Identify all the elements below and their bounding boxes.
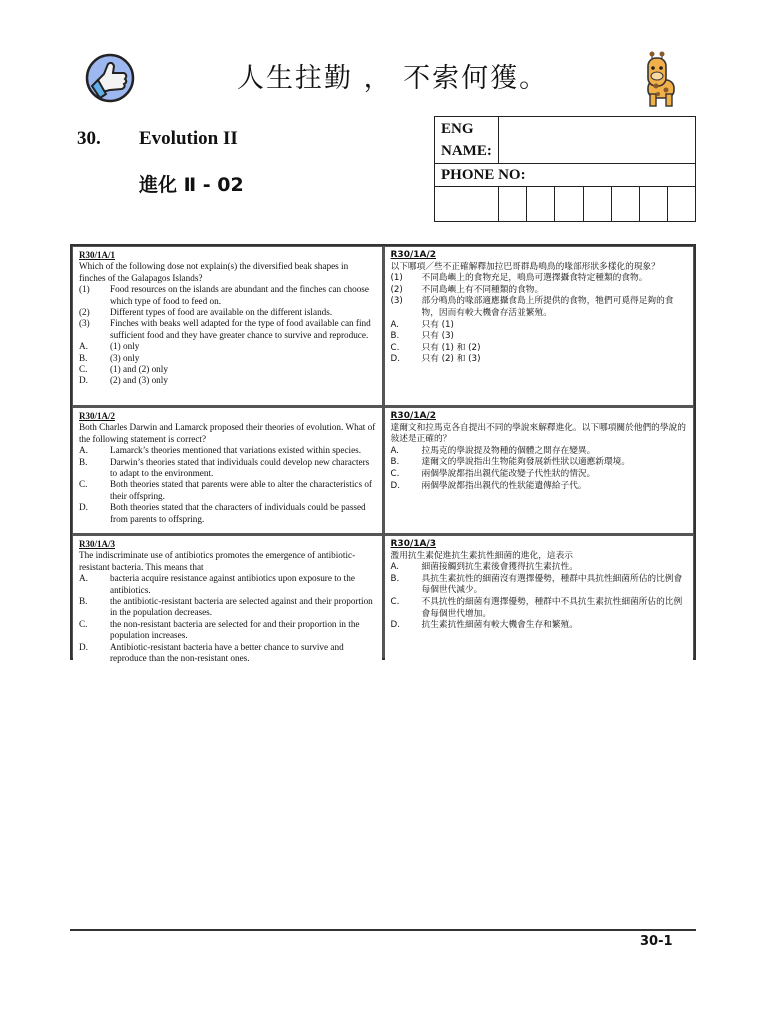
eng-name-field[interactable] [499,117,696,164]
answer-option [391,574,689,597]
question-cell-en [73,408,382,533]
answer-option [391,620,689,632]
answer-option [79,457,377,480]
option-text: bacteria acquire resistance against antibiotics upon exposure to the antibiotics. [110,573,355,595]
option-key: D. [79,502,88,513]
giraffe-icon [638,50,686,108]
answer-option [79,573,377,596]
option-key: (1) [79,284,90,295]
question-stem: 以下哪項／些不正確解釋加拉巴哥群島鳴鳥的喙部形狀多樣化的現象？ [390,261,660,272]
answer-option [391,285,689,297]
answer-option [79,284,377,307]
option-text: Darwin’s theories stated that individuals could develop new characters to adapt to the environment. [110,456,370,479]
answer-option [391,273,689,285]
option-key: B. [79,596,88,607]
option-text: 細菌接觸到抗生素後會獲得抗生素抗性。 [421,562,578,573]
question-id: R30/1A/3 [79,539,115,549]
option-key: C. [390,468,400,479]
answer-option [391,331,689,343]
phone-digit-box[interactable] [555,187,583,222]
question-stem: Which of the following dose not explain(s) the diversified beak shapes in finches of the Galapagos Islands? [79,261,349,283]
phone-label: PHONE NO: [435,164,696,187]
option-text: the non-resistant bacteria are selected for and their proportion in the population increases. [110,618,360,641]
option-key: C. [79,479,88,490]
option-text: 抗生素抗性細菌有較大機會生存和繁殖。 [421,620,578,631]
option-text: 不同島嶼上的食物充足，鳴鳥可選擇攝食特定種類的食物。 [421,273,648,284]
option-text: 達爾文的學說指出生物能夠發展新性狀以適應新環境。 [421,457,630,468]
option-text: Food resources on the islands are abundant and the finches can choose which type of food to feed on. [110,284,369,306]
question-stem: 達爾文和拉馬克各自提出不同的學說來解釋進化。以下哪項關於他們的學說的敍述是正確的？ [390,422,686,445]
answer-option [79,364,377,375]
option-text: Lamarck’s theories mentioned that variations existed within species. [110,445,362,456]
phone-digit-box[interactable] [583,187,611,222]
option-key: (1) [390,273,403,284]
answer-option [79,596,377,619]
option-text: 具抗生素抗性的細菌沒有選擇優勢，種群中具抗性細菌所佔的比例會每個世代減少。 [421,573,683,596]
phone-digit-box[interactable] [499,187,527,222]
option-text: 不具抗性的細菌有選擇優勢，種群中不具抗生素抗性細菌所佔的比例會每個世代增加。 [421,596,683,619]
option-text: Both theories stated that the characters of individuals could be passed from parents to offspring. [110,502,366,524]
option-text: 只有 (1) 和 (2) [421,342,481,353]
phone-digit-box[interactable] [435,187,499,222]
question-cell-zh [385,247,694,405]
option-key: (3) [79,318,90,329]
answer-option [391,296,689,319]
option-text: the antibiotic-resistant bacteria are selected against and their proportion in the population decreases. [110,596,373,618]
answer-option [79,353,377,364]
option-text: Antibiotic-resistant bacteria have a better chance to survive and reproduce than the non-resistant ones. [110,641,344,664]
option-text: 拉馬克的學說提及物種的個體之間存在變異。 [421,445,596,456]
question-stem: 濫用抗生素促進抗生素抗性細菌的進化，這表示 [390,550,573,561]
answer-option [79,445,377,456]
answer-option [79,502,377,525]
answer-option [391,457,689,469]
page-number: 30-1 [640,934,673,949]
phone-digit-box[interactable] [639,187,667,222]
option-text: 部分鳴鳥的喙部適應攝食島上所提供的食物，牠們可覓得足夠的食物，因而有較大機會存活並繁殖。 [421,296,674,318]
answer-option [79,619,377,642]
question-grid [70,244,696,664]
option-key: B. [79,456,88,467]
phone-digit-box[interactable] [527,187,555,222]
option-key: A. [79,341,88,352]
eng-name-label: ENG NAME: [435,117,499,164]
option-key: C. [79,618,88,629]
question-cell-zh [385,536,694,664]
phone-digit-box[interactable] [611,187,639,222]
answer-option [391,446,689,458]
option-text: 只有 (3) [421,331,454,342]
question-cell-zh [385,408,694,533]
option-text: 兩個學說都指出親代的性狀能遺傳給子代。 [421,480,587,491]
answer-option [79,375,377,386]
question-id: R30/1A/2 [390,411,437,421]
question-id: R30/1A/3 [390,539,437,549]
question-id: R30/1A/2 [79,411,115,421]
option-key: (2) [390,284,403,295]
option-text: 不同島嶼上有不同種類的食物。 [421,284,544,295]
option-key: A. [79,573,88,584]
option-key: A. [79,445,88,456]
answer-option [79,642,377,665]
option-key: A. [390,319,400,330]
option-text: Both theories stated that parents were able to alter the characteristics of their offspring. [110,479,372,501]
option-key: A. [390,445,400,456]
option-key: A. [390,562,400,573]
answer-option [79,307,377,318]
option-key: D. [390,620,400,631]
answer-option [391,562,689,574]
answer-option [391,354,689,366]
motto-heading: 人生拄勤 ， 不索何獲。 [237,63,549,94]
answer-option [79,318,377,341]
chapter-number: 30. [77,128,101,149]
option-text: (3) only [110,352,140,363]
option-key: B. [390,573,400,584]
option-key: D. [79,641,88,652]
question-id: R30/1A/2 [390,250,437,260]
answer-option [79,479,377,502]
answer-option [391,481,689,493]
option-text: (1) and (2) only [110,364,168,375]
option-key: C. [390,596,400,607]
option-text: 只有 (2) 和 (3) [421,354,481,365]
answer-option [391,597,689,620]
question-stem: The indiscriminate use of antibiotics promotes the emergence of antibiotic-resistant bacteria. This means that [79,550,356,572]
option-key: C. [79,364,88,375]
thumbs-up-icon [84,52,136,104]
student-info-box [434,116,696,222]
option-text: 只有 (1) [421,319,454,330]
footer-divider [70,929,696,931]
option-key: (3) [390,296,403,307]
option-text: Finches with beaks well adapted for the type of food available can find sufficient food and they have greater chance to survive and reproduce. [110,318,371,340]
option-text: (2) and (3) only [110,375,168,386]
option-text: (1) only [110,341,140,352]
answer-option [391,343,689,355]
option-key: (2) [79,307,90,318]
option-key: D. [390,480,400,491]
option-key: B. [390,457,400,468]
question-stem: Both Charles Darwin and Lamarck proposed their theories of evolution. What of the following statement is correct? [79,422,376,444]
chapter-title-zh: 進化 Ⅱ - 02 [139,174,244,196]
option-text: 兩個學說都指出親代能改變子代性狀的情況。 [421,468,596,479]
option-key: B. [79,352,88,363]
question-cell-en [73,536,382,664]
chapter-title-en: Evolution II [139,128,238,149]
option-text: Different types of food are available on the different islands. [110,307,333,318]
answer-option [391,469,689,481]
answer-option [391,320,689,332]
option-key: C. [390,342,400,353]
answer-option [79,341,377,352]
option-key: D. [390,354,400,365]
phone-digit-box[interactable] [667,187,695,222]
question-cell-en [73,247,382,405]
option-key: B. [390,331,400,342]
question-id: R30/1A/1 [79,250,115,260]
option-key: D. [79,375,88,386]
